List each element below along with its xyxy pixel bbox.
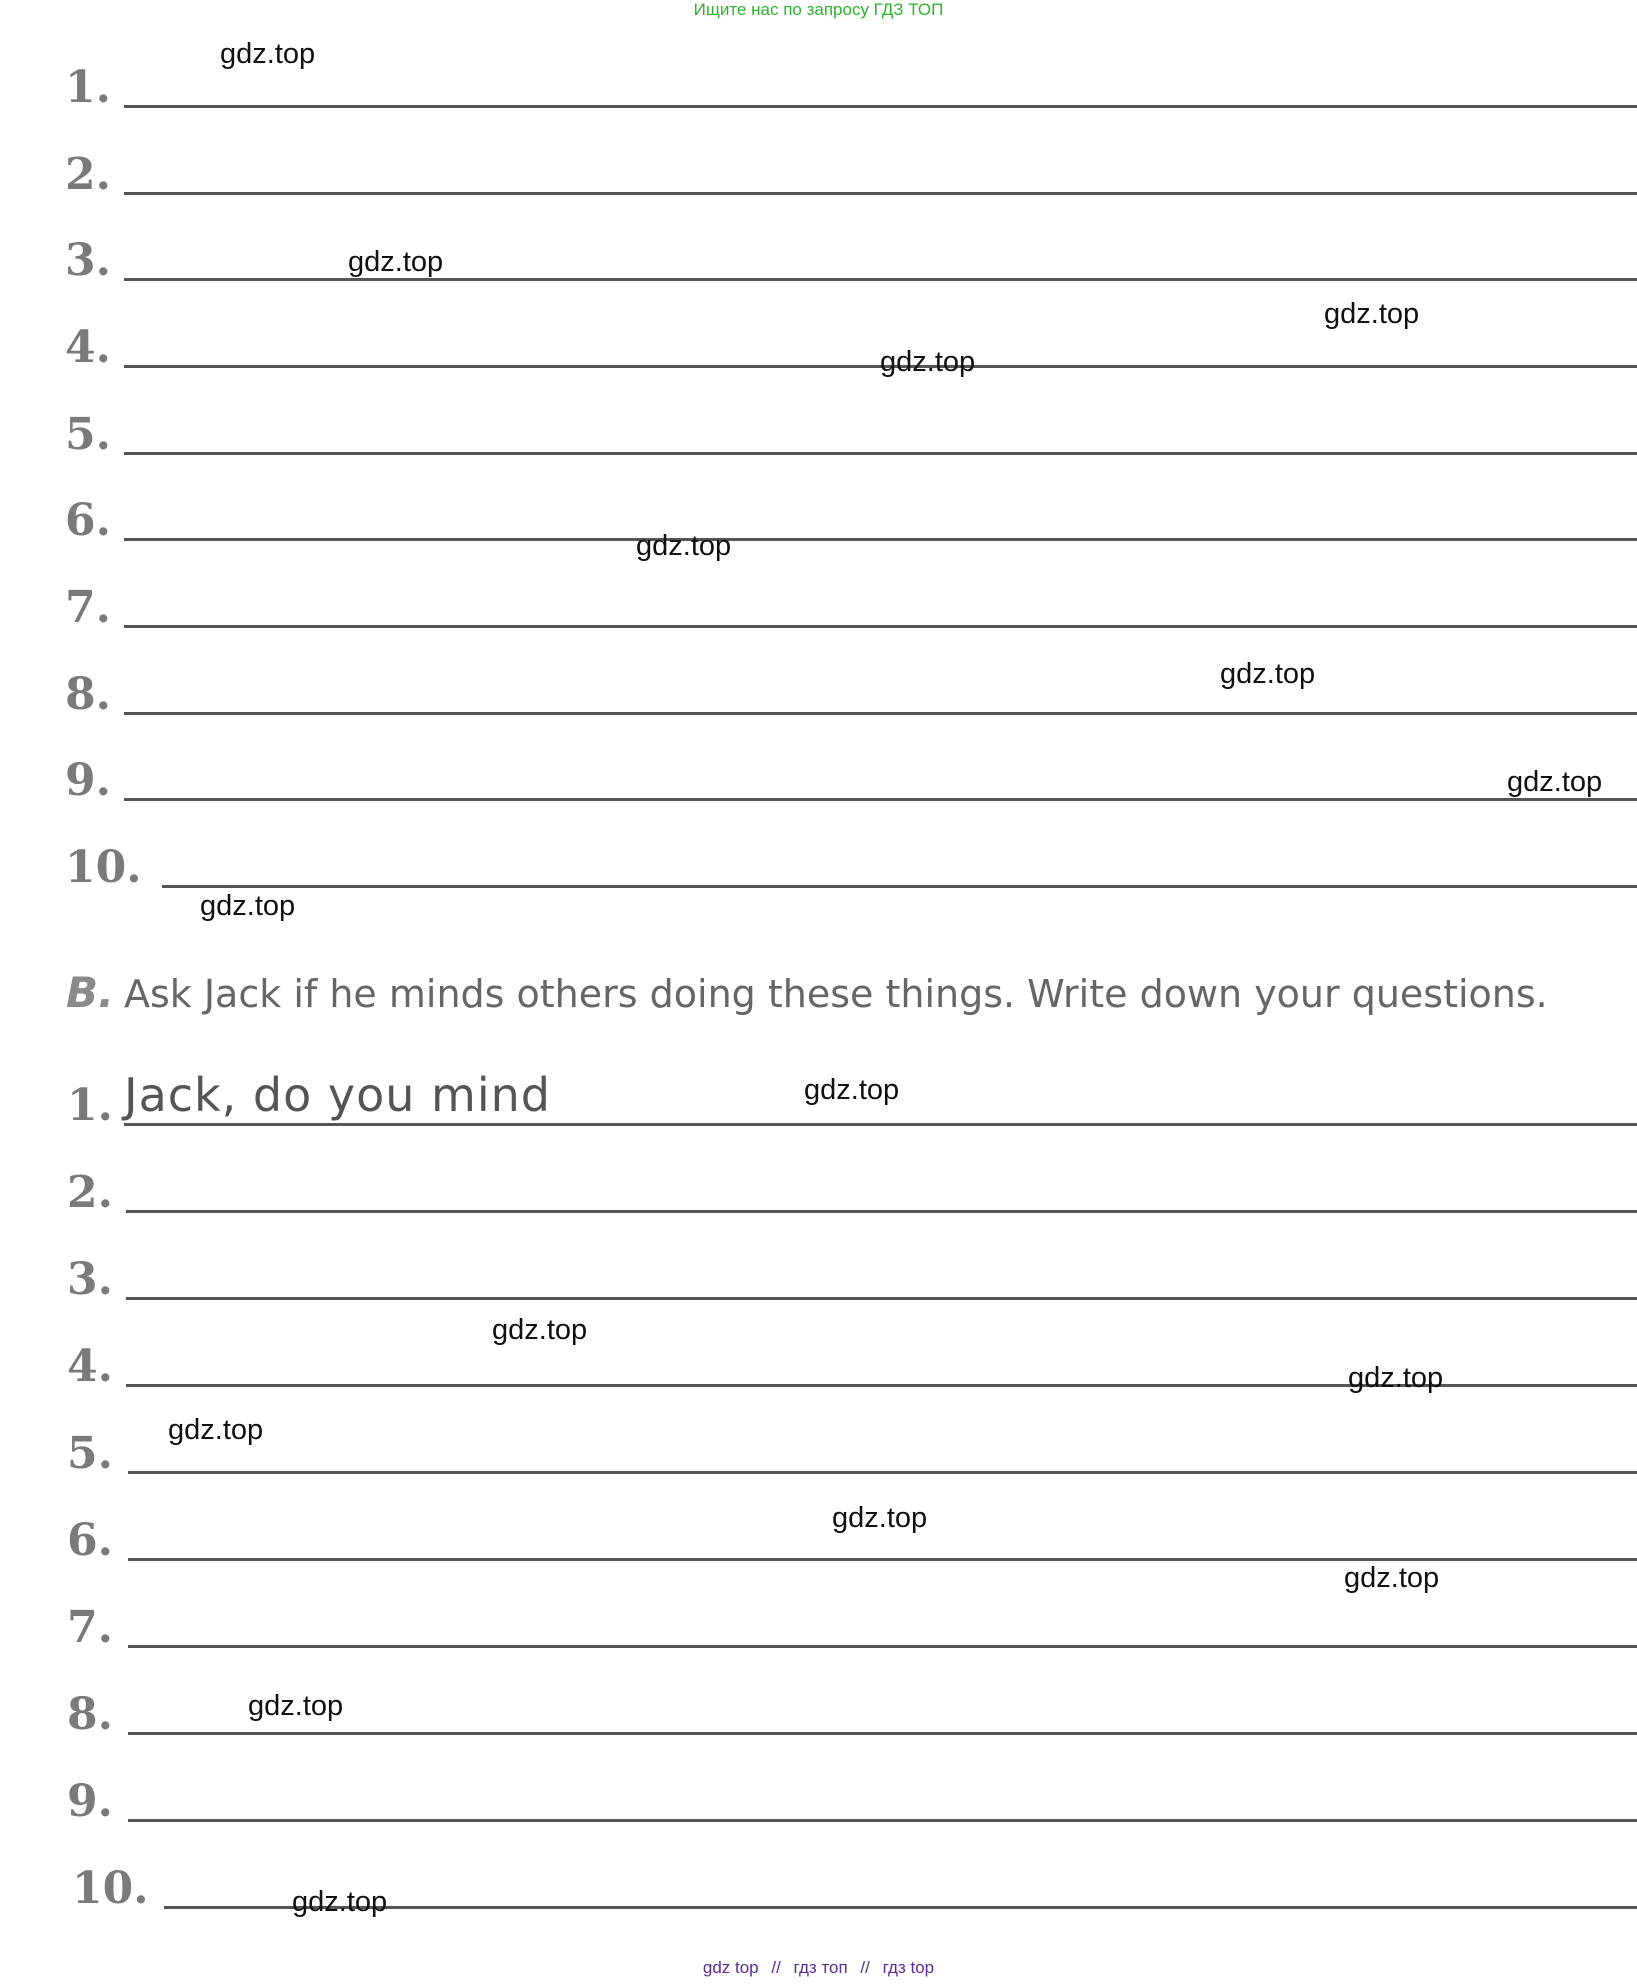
answer-line-a7 <box>0 570 1637 633</box>
footer-link[interactable]: гдз top <box>882 1958 935 1977</box>
line-number: 7. <box>67 1602 113 1653</box>
watermark: gdz.top <box>248 1690 344 1722</box>
line-number: 2. <box>65 149 111 200</box>
watermark: gdz.top <box>168 1414 264 1446</box>
answer-line-a3 <box>0 223 1637 286</box>
line-number: 10. <box>65 842 142 893</box>
answer-line-b6 <box>0 1503 1637 1566</box>
line-number: 4. <box>67 1341 113 1392</box>
top-banner: Ищите нас по запросу ГДЗ ТОП <box>693 0 944 19</box>
watermark: gdz.top <box>1348 1362 1444 1394</box>
line-number: 9. <box>67 1776 113 1827</box>
answer-line-b8 <box>0 1677 1637 1740</box>
line-number: 1. <box>65 62 111 113</box>
line-number: 5. <box>67 1428 113 1479</box>
answer-line-a8 <box>0 657 1637 720</box>
write-line[interactable] <box>126 1210 1637 1213</box>
watermark: gdz.top <box>292 1886 388 1918</box>
write-line[interactable] <box>124 105 1637 108</box>
write-line[interactable] <box>124 712 1637 715</box>
write-line[interactable] <box>128 1819 1637 1822</box>
write-line[interactable] <box>162 885 1637 888</box>
watermark: gdz.top <box>200 890 296 922</box>
line-number: 5. <box>65 409 111 460</box>
bottom-banner <box>0 1958 1637 1978</box>
task-b-heading <box>66 968 1548 1017</box>
line-number: 10. <box>72 1863 149 1914</box>
watermark: gdz.top <box>492 1314 588 1346</box>
watermark: gdz.top <box>1507 766 1603 798</box>
watermark: gdz.top <box>832 1502 928 1534</box>
write-line[interactable] <box>124 452 1637 455</box>
task-letter: B. <box>66 968 114 1017</box>
watermark: gdz.top <box>348 246 444 278</box>
answer-line-b3 <box>0 1242 1637 1305</box>
line-number: 8. <box>67 1689 113 1740</box>
write-line[interactable] <box>124 1123 1637 1126</box>
line-number: 4. <box>65 322 111 373</box>
answer-line-b9 <box>0 1764 1637 1827</box>
write-line[interactable] <box>128 1471 1637 1474</box>
footer-separator: // <box>860 1958 870 1977</box>
line-number: 7. <box>65 582 111 633</box>
watermark: gdz.top <box>220 38 316 70</box>
watermark: gdz.top <box>804 1074 900 1106</box>
line-number: 1. <box>67 1080 113 1131</box>
line-number: 6. <box>65 495 111 546</box>
line-number: 6. <box>67 1515 113 1566</box>
answer-line-b7 <box>0 1590 1637 1653</box>
answer-line-b2 <box>0 1155 1637 1218</box>
footer-separator: // <box>771 1958 781 1977</box>
handwritten-answer: Jack, do you mind <box>124 1068 551 1122</box>
answer-line-a5 <box>0 397 1637 460</box>
answer-line-b10 <box>0 1851 1637 1914</box>
line-number: 3. <box>67 1254 113 1305</box>
watermark: gdz.top <box>880 346 976 378</box>
answer-line-a9 <box>0 743 1637 806</box>
write-line[interactable] <box>128 1645 1637 1648</box>
write-line[interactable] <box>128 1732 1637 1735</box>
answer-line-a10 <box>0 830 1637 893</box>
watermark: gdz.top <box>636 530 732 562</box>
watermark: gdz.top <box>1344 1562 1440 1594</box>
line-number: 2. <box>67 1167 113 1218</box>
footer-link[interactable]: гдз топ <box>793 1958 848 1977</box>
write-line[interactable] <box>124 798 1637 801</box>
task-instruction: Ask Jack if he minds others doing these things. Write down your questions. <box>123 972 1548 1016</box>
watermark: gdz.top <box>1324 298 1420 330</box>
line-number: 3. <box>65 235 111 286</box>
write-line[interactable] <box>126 1297 1637 1300</box>
footer-link[interactable]: gdz top <box>702 1958 759 1977</box>
line-number: 9. <box>65 755 111 806</box>
line-number: 8. <box>65 669 111 720</box>
write-line[interactable] <box>124 538 1637 541</box>
write-line[interactable] <box>124 625 1637 628</box>
write-line[interactable] <box>128 1558 1637 1561</box>
write-line[interactable] <box>124 192 1637 195</box>
answer-line-a2 <box>0 137 1637 200</box>
watermark: gdz.top <box>1220 658 1316 690</box>
